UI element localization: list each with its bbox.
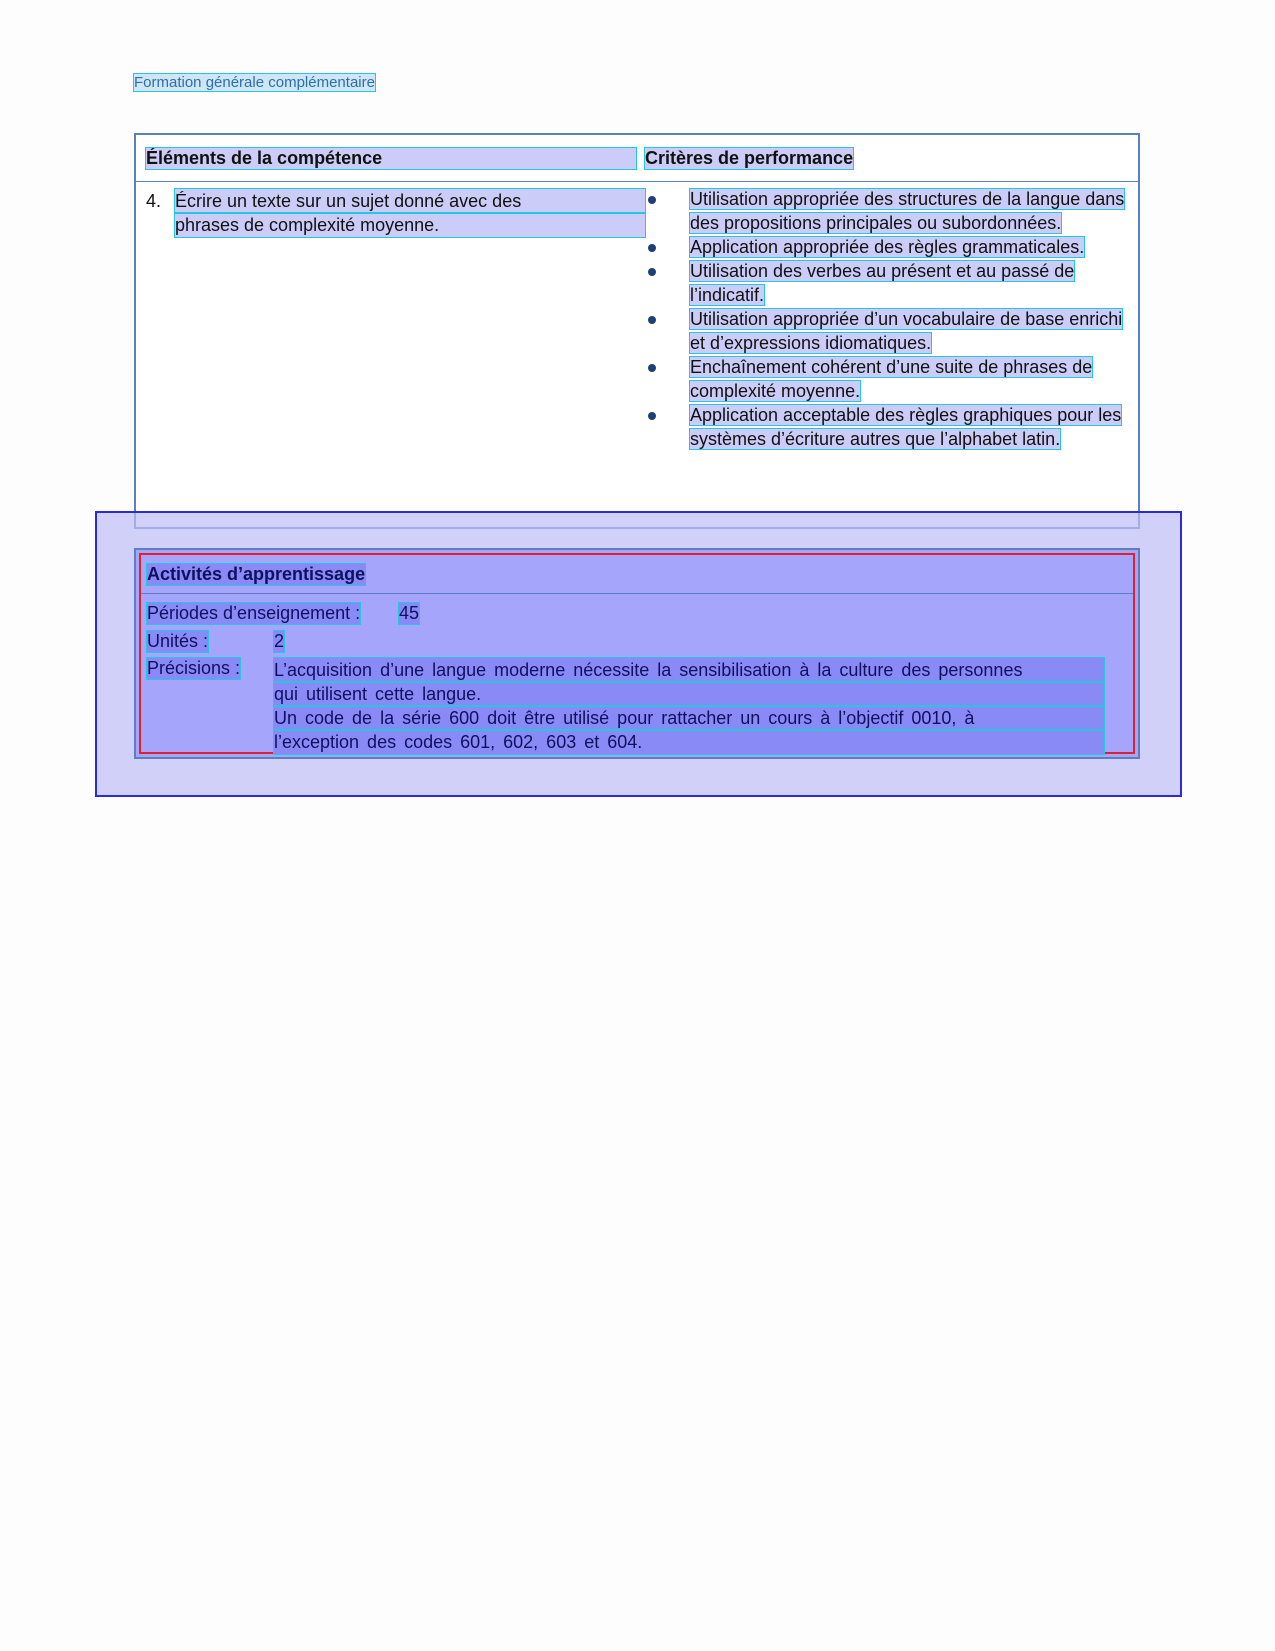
- bullet-icon: [648, 244, 656, 252]
- bullet-icon: [648, 364, 656, 372]
- criterion-item: [645, 355, 1125, 403]
- precisions-line: qui utilisent cette langue.: [274, 682, 1104, 706]
- element-text-line: Écrire un texte sur un sujet donné avec des: [175, 189, 645, 213]
- competence-table: [134, 133, 1140, 529]
- activities-selection-frame: [139, 553, 1135, 754]
- bullet-icon: [648, 316, 656, 324]
- criterion-item: [645, 307, 1125, 355]
- criterion-item: [645, 235, 1125, 259]
- criterion-text: Utilisation des verbes au présent et au passé de l’indicatif.: [690, 261, 1075, 305]
- precisions-text: [274, 658, 1104, 754]
- criterion-text: Enchaînement cohérent d’une suite de phrases de complexité moyenne.: [690, 357, 1093, 401]
- element-text-line: phrases de complexité moyenne.: [175, 213, 645, 237]
- activities-header: [141, 555, 1133, 594]
- activities-block: [134, 548, 1140, 759]
- units-value: 2: [274, 631, 285, 651]
- criterion-item: [645, 403, 1125, 451]
- elements-column-title: Éléments de la compétence: [146, 148, 636, 169]
- criteria-column-title: Critères de performance: [645, 148, 854, 168]
- precisions-line: L’acquisition d’une langue moderne nécessite la sensibilisation à la culture des personnes: [274, 658, 1104, 682]
- units-label: Unités :: [147, 631, 209, 651]
- criterion-text: Utilisation appropriée d’un vocabulaire de base enrichi et d’expressions idiomatiques.: [690, 309, 1123, 353]
- bullet-icon: [648, 196, 656, 204]
- criterion-item: [645, 187, 1125, 235]
- table-header-row: [136, 135, 1138, 182]
- criteria-list: [645, 187, 1125, 451]
- element-number: 4.: [146, 191, 162, 211]
- bullet-icon: [648, 412, 656, 420]
- criterion-text: Utilisation appropriée des structures de la langue dans des propositions principales ou subordonnées.: [690, 189, 1125, 233]
- precisions-line: l’exception des codes 601, 602, 603 et 604.: [274, 730, 1104, 754]
- activities-title: Activités d’apprentissage: [147, 564, 366, 584]
- precisions-line: Un code de la série 600 doit être utilisé pour rattacher un cours à l’objectif 0010, à: [274, 706, 1104, 730]
- bullet-icon: [648, 268, 656, 276]
- periods-label: Périodes d’enseignement :: [147, 603, 361, 623]
- running-header: Formation générale complémentaire: [134, 74, 375, 91]
- criterion-text: Application acceptable des règles graphiques pour les systèmes d’écriture autres que l’alphabet latin.: [690, 405, 1122, 449]
- periods-value: 45: [399, 603, 420, 623]
- criterion-text: Application appropriée des règles grammaticales.: [690, 237, 1085, 257]
- element-text: [175, 189, 645, 237]
- criterion-item: [645, 259, 1125, 307]
- precisions-label: Précisions :: [147, 658, 241, 678]
